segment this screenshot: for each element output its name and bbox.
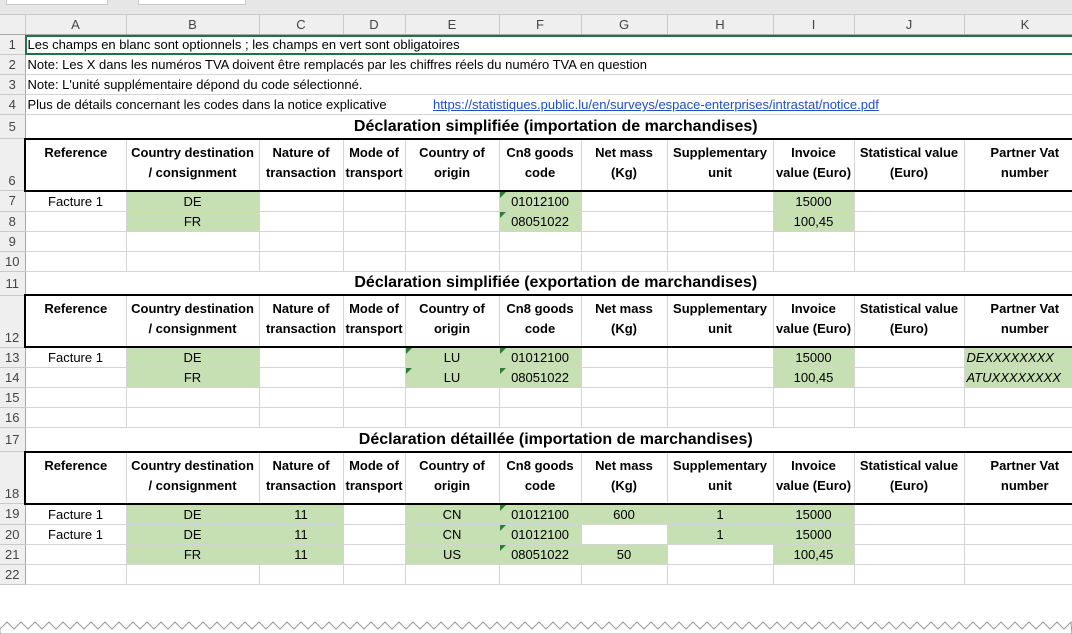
select-all-corner[interactable] bbox=[0, 15, 25, 35]
row-header[interactable]: 12 bbox=[0, 295, 25, 347]
row-header[interactable]: 5 bbox=[0, 115, 25, 139]
cell-stat-value[interactable] bbox=[854, 191, 964, 212]
cell-country-dest[interactable]: DE bbox=[126, 504, 259, 525]
cell-stat-value[interactable] bbox=[854, 524, 964, 544]
header-stat-value[interactable]: Statistical value (Euro) bbox=[854, 295, 964, 347]
header-reference[interactable]: Reference bbox=[25, 452, 126, 504]
cell-nature[interactable]: 11 bbox=[259, 504, 343, 525]
section-title[interactable]: Déclaration détaillée (importation de marchandises) bbox=[25, 428, 1072, 452]
empty-cell[interactable] bbox=[581, 251, 667, 271]
header-country-dest[interactable]: Country destination / consignment bbox=[126, 295, 259, 347]
cell-invoice[interactable]: 15000 bbox=[773, 504, 854, 525]
header-partner-vat[interactable]: Partner Vat number bbox=[964, 139, 1072, 191]
column-header-f[interactable]: F bbox=[499, 15, 581, 35]
empty-cell[interactable] bbox=[773, 564, 854, 584]
cell-country-dest[interactable]: FR bbox=[126, 544, 259, 564]
empty-cell[interactable] bbox=[343, 388, 405, 408]
empty-cell[interactable] bbox=[854, 251, 964, 271]
cell-origin[interactable]: CN bbox=[405, 524, 499, 544]
empty-cell[interactable] bbox=[581, 408, 667, 428]
header-net-mass[interactable]: Net mass (Kg) bbox=[581, 295, 667, 347]
empty-cell[interactable] bbox=[581, 231, 667, 251]
row-header[interactable]: 10 bbox=[0, 251, 25, 271]
cell-invoice[interactable]: 15000 bbox=[773, 347, 854, 368]
column-header-i[interactable]: I bbox=[773, 15, 854, 35]
cell-country-dest[interactable]: FR bbox=[126, 211, 259, 231]
header-stat-value[interactable]: Statistical value (Euro) bbox=[854, 139, 964, 191]
column-header-k[interactable]: K bbox=[964, 15, 1072, 35]
spreadsheet-grid[interactable] bbox=[0, 15, 1072, 585]
empty-cell[interactable] bbox=[126, 564, 259, 584]
row-header[interactable]: 7 bbox=[0, 191, 25, 212]
empty-cell[interactable] bbox=[499, 388, 581, 408]
cell-partner-vat[interactable] bbox=[964, 524, 1072, 544]
row-header[interactable]: 14 bbox=[0, 368, 25, 388]
cell-cn8[interactable]: 08051022 bbox=[499, 368, 581, 388]
empty-cell[interactable] bbox=[854, 231, 964, 251]
cell-net-mass[interactable] bbox=[581, 524, 667, 544]
empty-cell[interactable] bbox=[667, 231, 773, 251]
row-header[interactable]: 8 bbox=[0, 211, 25, 231]
cell-invoice[interactable]: 100,45 bbox=[773, 544, 854, 564]
cell-cn8[interactable]: 01012100 bbox=[499, 524, 581, 544]
row-header[interactable]: 16 bbox=[0, 408, 25, 428]
cell-partner-vat[interactable] bbox=[964, 191, 1072, 212]
empty-cell[interactable] bbox=[259, 231, 343, 251]
empty-cell[interactable] bbox=[126, 388, 259, 408]
cell-nature[interactable] bbox=[259, 347, 343, 368]
header-invoice[interactable]: Invoice value (Euro) bbox=[773, 139, 854, 191]
cell-cn8[interactable]: 01012100 bbox=[499, 504, 581, 525]
column-header-a[interactable]: A bbox=[25, 15, 126, 35]
cell-origin[interactable] bbox=[405, 191, 499, 212]
empty-cell[interactable] bbox=[25, 251, 126, 271]
empty-cell[interactable] bbox=[25, 231, 126, 251]
empty-cell[interactable] bbox=[343, 408, 405, 428]
notice-link[interactable] bbox=[405, 95, 1072, 115]
column-header-b[interactable]: B bbox=[126, 15, 259, 35]
empty-cell[interactable] bbox=[343, 231, 405, 251]
empty-cell[interactable] bbox=[667, 388, 773, 408]
header-stat-value[interactable]: Statistical value (Euro) bbox=[854, 452, 964, 504]
header-reference[interactable]: Reference bbox=[25, 139, 126, 191]
cell-reference[interactable]: Facture 1 bbox=[25, 504, 126, 525]
empty-cell[interactable] bbox=[405, 408, 499, 428]
cell-invoice[interactable]: 15000 bbox=[773, 524, 854, 544]
empty-cell[interactable] bbox=[25, 564, 126, 584]
header-cn8[interactable]: Cn8 goods code bbox=[499, 139, 581, 191]
empty-cell[interactable] bbox=[405, 231, 499, 251]
cell-cn8[interactable]: 08051022 bbox=[499, 211, 581, 231]
cell-stat-value[interactable] bbox=[854, 504, 964, 525]
empty-cell[interactable] bbox=[964, 388, 1072, 408]
cell-supp-unit[interactable]: 1 bbox=[667, 524, 773, 544]
empty-cell[interactable] bbox=[259, 564, 343, 584]
cell-net-mass[interactable] bbox=[581, 347, 667, 368]
cell-country-dest[interactable]: FR bbox=[126, 368, 259, 388]
note-details[interactable]: Plus de détails concernant les codes dans la notice explicative bbox=[25, 95, 405, 115]
header-mode[interactable]: Mode of transport bbox=[343, 295, 405, 347]
note-supplementary-unit[interactable]: Note: L'unité supplémentaire dépond du code sélectionné. bbox=[25, 75, 1072, 95]
cell-mode[interactable] bbox=[343, 211, 405, 231]
column-header-g[interactable]: G bbox=[581, 15, 667, 35]
cell-supp-unit[interactable] bbox=[667, 544, 773, 564]
cell-origin[interactable]: CN bbox=[405, 504, 499, 525]
cell-reference[interactable]: Facture 1 bbox=[25, 191, 126, 212]
cell-nature[interactable] bbox=[259, 191, 343, 212]
header-supp-unit[interactable]: Supplementary unit bbox=[667, 295, 773, 347]
empty-cell[interactable] bbox=[126, 408, 259, 428]
cell-country-dest[interactable]: DE bbox=[126, 191, 259, 212]
header-origin[interactable]: Country of origin bbox=[405, 139, 499, 191]
cell-partner-vat[interactable] bbox=[964, 544, 1072, 564]
cell-supp-unit[interactable] bbox=[667, 347, 773, 368]
row-header[interactable]: 4 bbox=[0, 95, 25, 115]
cell-nature[interactable]: 11 bbox=[259, 524, 343, 544]
cell-stat-value[interactable] bbox=[854, 211, 964, 231]
row-header[interactable]: 2 bbox=[0, 55, 25, 75]
header-invoice[interactable]: Invoice value (Euro) bbox=[773, 295, 854, 347]
header-cn8[interactable]: Cn8 goods code bbox=[499, 452, 581, 504]
row-header[interactable]: 3 bbox=[0, 75, 25, 95]
cell-net-mass[interactable] bbox=[581, 191, 667, 212]
header-mode[interactable]: Mode of transport bbox=[343, 139, 405, 191]
cell-mode[interactable] bbox=[343, 191, 405, 212]
cell-reference[interactable]: Facture 1 bbox=[25, 347, 126, 368]
row-header[interactable]: 6 bbox=[0, 139, 25, 191]
section-title[interactable]: Déclaration simplifiée (importation de marchandises) bbox=[25, 115, 1072, 139]
cell-cn8[interactable]: 01012100 bbox=[499, 347, 581, 368]
row-header[interactable]: 19 bbox=[0, 504, 25, 525]
row-header[interactable]: 18 bbox=[0, 452, 25, 504]
header-nature[interactable]: Nature of transaction bbox=[259, 295, 343, 347]
empty-cell[interactable] bbox=[667, 251, 773, 271]
header-partner-vat[interactable]: Partner Vat number bbox=[964, 452, 1072, 504]
header-country-dest[interactable]: Country destination / consignment bbox=[126, 139, 259, 191]
header-origin[interactable]: Country of origin bbox=[405, 452, 499, 504]
cell-reference[interactable] bbox=[25, 368, 126, 388]
cell-cn8[interactable]: 08051022 bbox=[499, 544, 581, 564]
cell-mode[interactable] bbox=[343, 544, 405, 564]
empty-cell[interactable] bbox=[405, 388, 499, 408]
cell-stat-value[interactable] bbox=[854, 347, 964, 368]
header-supp-unit[interactable]: Supplementary unit bbox=[667, 452, 773, 504]
empty-cell[interactable] bbox=[499, 564, 581, 584]
cell-net-mass[interactable]: 50 bbox=[581, 544, 667, 564]
header-reference[interactable]: Reference bbox=[25, 295, 126, 347]
header-net-mass[interactable]: Net mass (Kg) bbox=[581, 139, 667, 191]
header-nature[interactable]: Nature of transaction bbox=[259, 139, 343, 191]
empty-cell[interactable] bbox=[25, 388, 126, 408]
empty-cell[interactable] bbox=[126, 251, 259, 271]
cell-invoice[interactable]: 100,45 bbox=[773, 368, 854, 388]
empty-cell[interactable] bbox=[667, 408, 773, 428]
note-required-fields[interactable]: Les champs en blanc sont optionnels ; les champs en vert sont obligatoires bbox=[25, 35, 1072, 55]
cell-net-mass[interactable] bbox=[581, 211, 667, 231]
row-header[interactable]: 15 bbox=[0, 388, 25, 408]
ribbon-edge bbox=[0, 0, 1072, 15]
column-header-d[interactable]: D bbox=[343, 15, 405, 35]
empty-cell[interactable] bbox=[259, 408, 343, 428]
cell-nature[interactable] bbox=[259, 368, 343, 388]
empty-cell[interactable] bbox=[581, 388, 667, 408]
notice-link-text[interactable]: https://statistiques.public.lu/en/surveys/espace-enterprises/intrastat/notice.pdf bbox=[433, 97, 879, 112]
header-nature[interactable]: Nature of transaction bbox=[259, 452, 343, 504]
cell-stat-value[interactable] bbox=[854, 544, 964, 564]
cell-reference[interactable] bbox=[25, 211, 126, 231]
header-cn8[interactable]: Cn8 goods code bbox=[499, 295, 581, 347]
cell-nature[interactable]: 11 bbox=[259, 544, 343, 564]
empty-cell[interactable] bbox=[259, 251, 343, 271]
empty-cell[interactable] bbox=[405, 251, 499, 271]
cell-partner-vat[interactable] bbox=[964, 504, 1072, 525]
cell-supp-unit[interactable] bbox=[667, 191, 773, 212]
header-origin[interactable]: Country of origin bbox=[405, 295, 499, 347]
cell-supp-unit[interactable] bbox=[667, 368, 773, 388]
header-mode[interactable]: Mode of transport bbox=[343, 452, 405, 504]
empty-cell[interactable] bbox=[773, 388, 854, 408]
cell-supp-unit[interactable]: 1 bbox=[667, 504, 773, 525]
column-header-e[interactable]: E bbox=[405, 15, 499, 35]
empty-cell[interactable] bbox=[581, 564, 667, 584]
cell-stat-value[interactable] bbox=[854, 368, 964, 388]
cell-reference[interactable]: Facture 1 bbox=[25, 524, 126, 544]
empty-cell[interactable] bbox=[343, 251, 405, 271]
header-country-dest[interactable]: Country destination / consignment bbox=[126, 452, 259, 504]
empty-cell[interactable] bbox=[667, 564, 773, 584]
row-header[interactable]: 1 bbox=[0, 35, 25, 55]
empty-cell[interactable] bbox=[499, 231, 581, 251]
empty-cell[interactable] bbox=[773, 231, 854, 251]
row-header[interactable]: 11 bbox=[0, 271, 25, 295]
cell-origin[interactable]: LU bbox=[405, 347, 499, 368]
cell-origin[interactable]: LU bbox=[405, 368, 499, 388]
cell-mode[interactable] bbox=[343, 368, 405, 388]
cell-net-mass[interactable]: 600 bbox=[581, 504, 667, 525]
empty-cell[interactable] bbox=[259, 388, 343, 408]
row-header[interactable]: 21 bbox=[0, 544, 25, 564]
cell-mode[interactable] bbox=[343, 524, 405, 544]
empty-cell[interactable] bbox=[964, 231, 1072, 251]
empty-cell[interactable] bbox=[854, 564, 964, 584]
column-header-c[interactable]: C bbox=[259, 15, 343, 35]
empty-cell[interactable] bbox=[854, 388, 964, 408]
row-header[interactable]: 20 bbox=[0, 524, 25, 544]
empty-cell[interactable] bbox=[773, 251, 854, 271]
cell-nature[interactable] bbox=[259, 211, 343, 231]
empty-cell[interactable] bbox=[343, 564, 405, 584]
cell-invoice[interactable]: 100,45 bbox=[773, 211, 854, 231]
empty-cell[interactable] bbox=[499, 408, 581, 428]
empty-cell[interactable] bbox=[964, 251, 1072, 271]
header-net-mass[interactable]: Net mass (Kg) bbox=[581, 452, 667, 504]
empty-cell[interactable] bbox=[499, 251, 581, 271]
empty-cell[interactable] bbox=[854, 408, 964, 428]
row-header[interactable]: 17 bbox=[0, 428, 25, 452]
cell-country-dest[interactable]: DE bbox=[126, 524, 259, 544]
header-invoice[interactable]: Invoice value (Euro) bbox=[773, 452, 854, 504]
empty-cell[interactable] bbox=[964, 564, 1072, 584]
cell-country-dest[interactable]: DE bbox=[126, 347, 259, 368]
row-header[interactable]: 22 bbox=[0, 564, 25, 584]
row-header[interactable]: 9 bbox=[0, 231, 25, 251]
empty-cell[interactable] bbox=[964, 408, 1072, 428]
cell-invoice[interactable]: 15000 bbox=[773, 191, 854, 212]
cell-origin[interactable]: US bbox=[405, 544, 499, 564]
cell-reference[interactable] bbox=[25, 544, 126, 564]
page-tear-edge bbox=[0, 620, 1072, 634]
empty-cell[interactable] bbox=[405, 564, 499, 584]
empty-cell[interactable] bbox=[25, 408, 126, 428]
sheet-tab[interactable] bbox=[138, 0, 246, 5]
cell-mode[interactable] bbox=[343, 347, 405, 368]
cell-partner-vat[interactable] bbox=[964, 211, 1072, 231]
header-partner-vat[interactable]: Partner Vat number bbox=[964, 295, 1072, 347]
column-header-h[interactable]: H bbox=[667, 15, 773, 35]
row-header[interactable]: 13 bbox=[0, 347, 25, 368]
cell-cn8[interactable]: 01012100 bbox=[499, 191, 581, 212]
empty-cell[interactable] bbox=[126, 231, 259, 251]
note-vat-x[interactable]: Note: Les X dans les numéros TVA doivent être remplacés par les chiffres réels du numéro TVA en question bbox=[25, 55, 1072, 75]
cell-net-mass[interactable] bbox=[581, 368, 667, 388]
column-header-j[interactable]: J bbox=[854, 15, 964, 35]
empty-cell[interactable] bbox=[773, 408, 854, 428]
cell-partner-vat[interactable]: DEXXXXXXXX bbox=[964, 347, 1072, 368]
sheet-tab[interactable] bbox=[6, 0, 108, 5]
section-title[interactable]: Déclaration simplifiée (exportation de marchandises) bbox=[25, 271, 1072, 295]
cell-mode[interactable] bbox=[343, 504, 405, 525]
cell-supp-unit[interactable] bbox=[667, 211, 773, 231]
cell-partner-vat[interactable]: ATUXXXXXXXX bbox=[964, 368, 1072, 388]
header-supp-unit[interactable]: Supplementary unit bbox=[667, 139, 773, 191]
cell-origin[interactable] bbox=[405, 211, 499, 231]
